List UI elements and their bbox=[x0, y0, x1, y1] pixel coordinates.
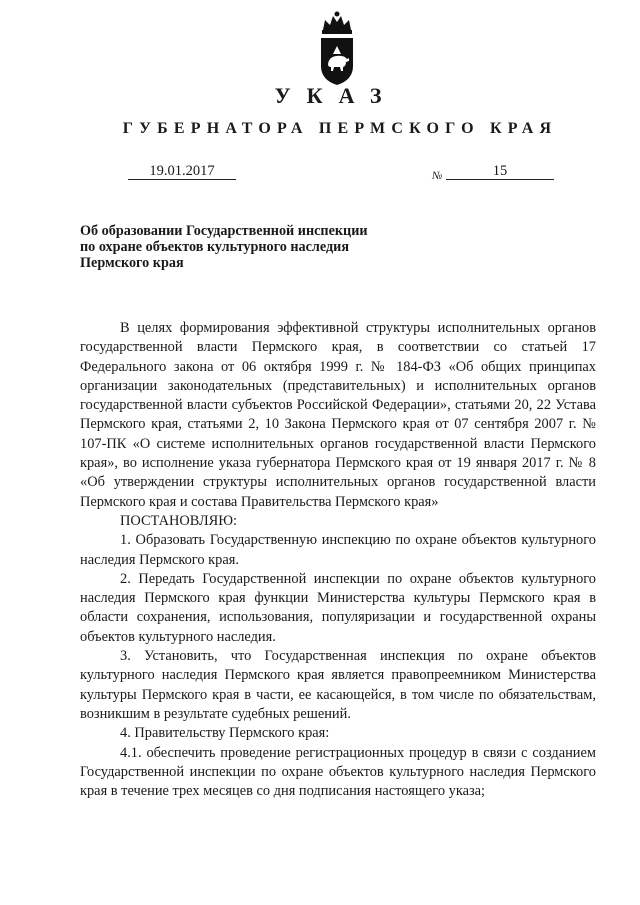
coat-of-arms-emblem bbox=[313, 8, 361, 86]
document-body bbox=[80, 319, 596, 801]
document-subtitle: ГУБЕРНАТОРА ПЕРМСКОГО КРАЯ bbox=[122, 120, 558, 137]
clause-paragraph: 2. Передать Государственной инспекции по охране объектов культурного наследия Пермского края функции Министерства культуры Пермского края в области сохранения, использования, популяризации и государственной охраны объектов культурного наследия. bbox=[80, 570, 596, 645]
clause-paragraph: 3. Установить, что Государственная инспекция по охране объектов культурного наследия Пермского края является правопреемником Министерства культуры Пермского края в части, ее касающейся, в том числе по обязательствам, возникшим в результате судебных решений. bbox=[80, 648, 596, 722]
document-subject: Об образовании Государственной инспекции по охране объектов культурного наследия Пермского края bbox=[80, 223, 368, 271]
clause-paragraph: 4. Правительству Пермского края: bbox=[120, 725, 330, 742]
decree-word: ПОСТАНОВЛЯЮ: bbox=[120, 512, 238, 529]
document-date: 19.01.2017 bbox=[128, 163, 236, 180]
preamble-paragraph: В целях формирования эффективной структуры исполнительных органов государственной власти Пермского края, в соответствии со статьей 17 Федерального закона от 06 октября 1999 г. № 184-ФЗ «Об общих принципах организации законодательных (представительных) и исполнительных органов государственной власти субъектов Российской Федерации», статьями 20, 22 Устава Пермского края, статьями 2, 10 Закона Пермского края от 07 сентября 2007 г. № 107-ПК «О системе исполнительных органов государственной власти Пермского края», во исполнение указа губернатора Пермского края от 19 января 2017 г. № 8 «Об утверждении структуры исполнительных органов государственной власти Пермского края и состава Правительства Пермского края» bbox=[80, 320, 596, 510]
document-number: 15 bbox=[446, 163, 554, 180]
number-label: № bbox=[432, 170, 443, 182]
clause-paragraph: 1. Образовать Государственную инспекцию по охране объектов культурного наследия Пермского края. bbox=[80, 532, 596, 568]
document-title: УКАЗ bbox=[274, 83, 398, 108]
clause-paragraph: 4.1. обеспечить проведение регистрационных процедур в связи с созданием Государственной инспекции по охране объектов культурного наследия Пермского края в течение трех месяцев со дня подписания настоящего указа; bbox=[80, 744, 596, 800]
